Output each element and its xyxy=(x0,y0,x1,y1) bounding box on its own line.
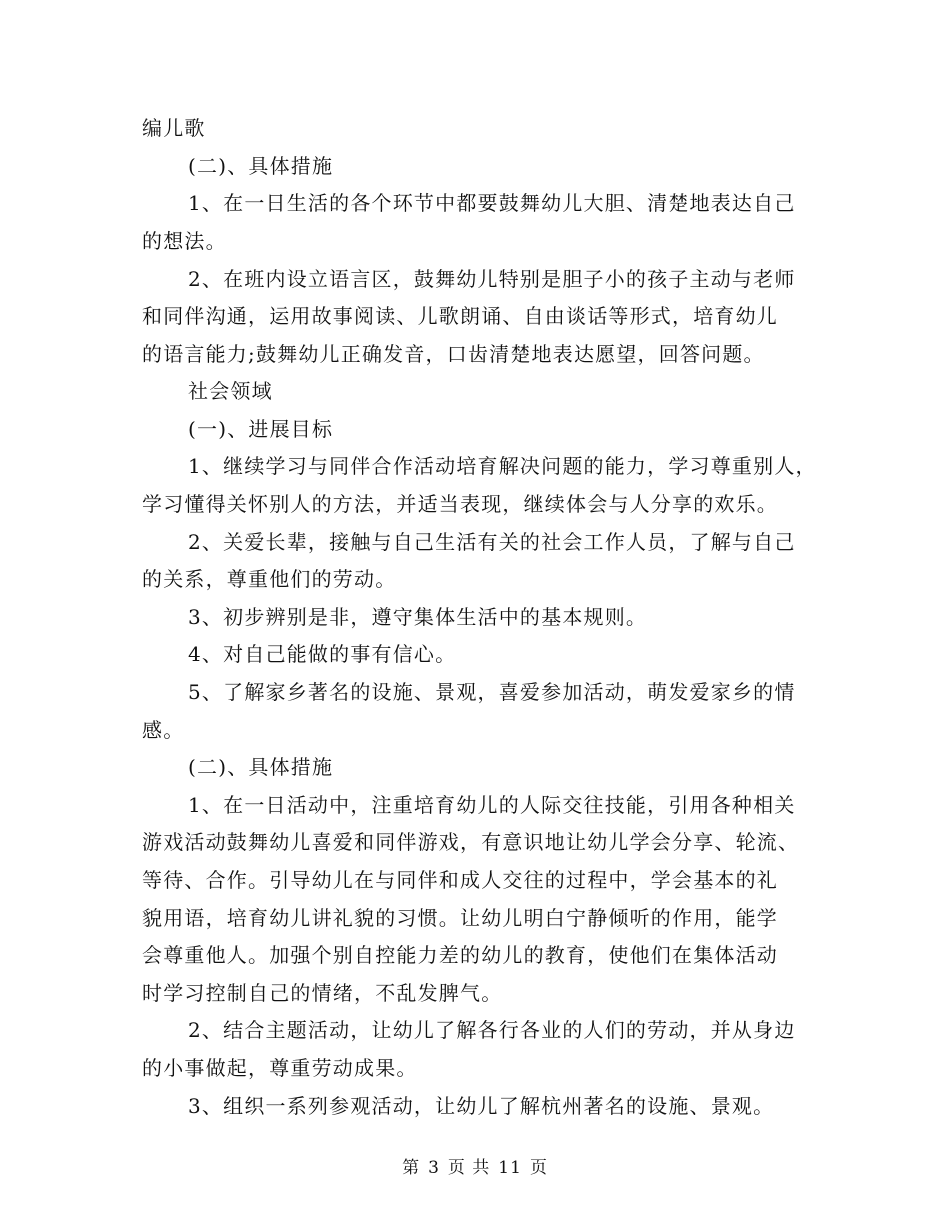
text-line: 貌用语，培育幼儿讲礼貌的习惯。让幼儿明白宁静倾听的作用，能学 xyxy=(142,906,778,930)
text-line: 时学习控制自己的情绪，不乱发脾气。 xyxy=(142,981,503,1005)
footer-middle: 页 共 xyxy=(447,1158,491,1178)
section-heading: (二)、具体措施 xyxy=(188,154,334,178)
footer-suffix: 页 xyxy=(529,1158,548,1178)
text-line: 的语言能力;鼓舞幼儿正确发音，口齿清楚地表达愿望，回答问题。 xyxy=(142,342,765,366)
text-line: 等待、合作。引导幼儿在与同伴和成人交往的过程中，学会基本的礼 xyxy=(142,868,778,892)
text-line: 1、在一日生活的各个环节中都要鼓舞幼儿大胆、清楚地表达自己 xyxy=(188,191,796,215)
footer-total-pages: 11 xyxy=(498,1158,522,1178)
footer-prefix: 第 xyxy=(402,1158,421,1178)
text-line: 和同伴沟通，运用故事阅读、儿歌朗诵、自由谈话等形式，培育幼儿 xyxy=(142,304,778,328)
section-heading: (一)、进展目标 xyxy=(188,417,334,441)
section-heading: 社会领域 xyxy=(188,379,273,403)
text-line: 3、组织一系列参观活动，让幼儿了解杭州著名的设施、景观。 xyxy=(188,1094,775,1118)
text-line: 会尊重他人。加强个别自控能力差的幼儿的教育，使他们在集体活动 xyxy=(142,943,778,967)
text-line: 学习懂得关怀别人的方法，并适当表现，继续体会与人分享的欢乐。 xyxy=(142,492,778,516)
text-line: 感。 xyxy=(142,718,185,742)
text-line: 的想法。 xyxy=(142,229,227,253)
footer-page-number: 3 xyxy=(428,1158,440,1178)
text-line: 2、在班内设立语言区，鼓舞幼儿特别是胆子小的孩子主动与老师 xyxy=(188,267,796,291)
text-line: 编儿歌 xyxy=(142,116,206,140)
text-line: 1、继续学习与同伴合作活动培育解决问题的能力，学习尊重别人， xyxy=(188,454,817,478)
page-footer xyxy=(0,1153,950,1178)
text-line: 5、了解家乡著名的设施、景观，喜爱参加活动，萌发爱家乡的情 xyxy=(188,680,796,704)
text-line: 4、对自己能做的事有信心。 xyxy=(188,642,457,666)
section-heading: (二)、具体措施 xyxy=(188,755,334,779)
text-line: 的关系，尊重他们的劳动。 xyxy=(142,567,397,591)
text-line: 3、初步辨别是非，遵守集体生活中的基本规则。 xyxy=(188,605,648,629)
text-line: 1、在一日活动中，注重培育幼儿的人际交往技能，引用各种相关 xyxy=(188,793,796,817)
text-line: 游戏活动鼓舞幼儿喜爱和同伴游戏，有意识地让幼儿学会分享、轮流、 xyxy=(142,830,800,854)
text-line: 2、结合主题活动，让幼儿了解各行各业的人们的劳动，并从身边 xyxy=(188,1018,796,1042)
text-line: 的小事做起，尊重劳动成果。 xyxy=(142,1056,418,1080)
text-line: 2、关爱长辈，接触与自己生活有关的社会工作人员，了解与自己 xyxy=(188,530,796,554)
